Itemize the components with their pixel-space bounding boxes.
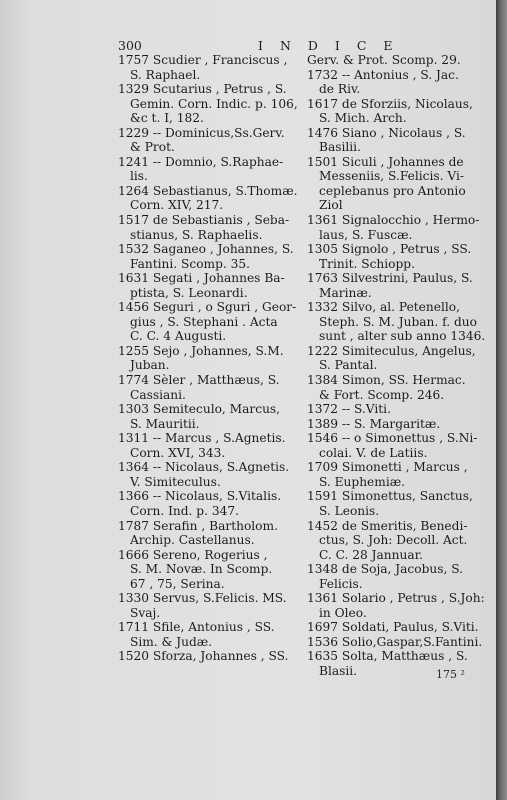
index-entry: 1384 Simon, SS. Hermac. & Fort. Scomp. 246. (307, 373, 466, 402)
page-number: 300 (118, 38, 142, 53)
index-entry: 1255 Sejo , Johannes, S.M. Juban. (118, 343, 284, 373)
index-entry: 1546 -- o Simonettus , S.Ni- colai. V. de Latiis. (307, 431, 478, 460)
index-entry: 1520 Sforza, Johannes , SS. (118, 649, 289, 664)
catchword: 175 ² (436, 668, 465, 681)
index-entry: 1305 Signolo , Petrus , SS. Trinit. Schiopp. (307, 242, 472, 271)
index-entry: 1241 -- Domnio, S.Raphae- lis. (118, 154, 284, 184)
index-entry: 1536 Solio,Gaspar,S.Fantini. (307, 634, 483, 649)
index-entry: Gerv. & Prot. Scomp. 29. (307, 53, 461, 67)
index-entry: 1332 Silvo, al. Petenello, Steph. S. M. Juban. f. duo sunt , alter sub anno 1346. (307, 300, 486, 344)
index-entry: 1222 Simiteculus, Angelus, S. Pantal. (307, 343, 476, 373)
book-edge (496, 0, 507, 800)
index-entry: 1229 -- Dominicus,Ss.Gerv. & Prot. (118, 125, 285, 155)
index-entry: 1452 de Smeritis, Benedi- ctus, S. Joh: Decoll. Act. C. C. 28 Jannuar. (307, 518, 468, 562)
index-entry: 1303 Semiteculo, Marcus, S. Mauritii. (118, 402, 281, 431)
index-entry: 1617 de Sforziis, Nicolaus, S. Mich. Arch. (307, 96, 473, 126)
index-entry: 1517 de Sebastianis , Seba- stianus, S. Raphaelis. (118, 213, 290, 242)
page-header (118, 38, 488, 54)
index-entry: 1361 Solario , Petrus , S.Joh: in Oleo. (307, 591, 485, 620)
index-entry: 1732 -- Antonius , S. Jac. de Riv. (307, 67, 459, 97)
index-entry: 1757 Scudier , Franciscus , S. Raphael. (118, 53, 288, 82)
index-entry: 1591 Simonettus, Sanctus, S. Leonis. (307, 489, 473, 518)
index-entry: 1476 Siano , Nicolaus , S. Basilii. (307, 125, 466, 155)
index-entry: 1361 Signalocchio , Hermo- laus, S. Fuscæ. (307, 213, 480, 242)
index-entry: 1329 Scutarius , Petrus , S. Gemin. Corn. Indic. p. 106, &c t. I, 182. (118, 82, 298, 126)
index-entry: 1711 Sfile, Antonius , SS. Sim. & Judæ. (118, 620, 275, 649)
index-entry: 1372 -- S.Viti. (307, 402, 391, 417)
index-column-right (307, 53, 493, 679)
index-column-left (118, 53, 300, 664)
index-entry: 1787 Serafin , Bartholom. Archip. Castellanus. (118, 518, 278, 548)
index-entry: 1697 Soldati, Paulus, S.Viti. (307, 620, 479, 635)
index-entry: 1709 Simonetti , Marcus , S. Euphemiæ. (307, 460, 468, 489)
index-entry: 1330 Servus, S.Felicis. MS. Svaj. (118, 591, 287, 620)
running-title: INDICE (258, 38, 410, 53)
index-entry: 1366 -- Nicolaus, S.Vitalis. Corn. Ind. p. 347. (118, 489, 282, 518)
index-entry: 1666 Sereno, Rogerius , S. M. Novæ. In Scomp. 67 , 75, Serina. (118, 547, 273, 591)
index-entry: 1774 Sèler , Matthæus, S. Cassiani. (118, 373, 280, 402)
index-entry: 1364 -- Nicolaus, S.Agnetis. V. Simiteculus. (118, 460, 290, 489)
index-entry: 1456 Seguri , o Sguri , Geor- gius , S. Stephani . Acta C. C. 4 Augusti. (118, 300, 297, 344)
index-entry: 1631 Segati , Johannes Ba- ptista, S. Leonardi. (118, 271, 285, 300)
index-entry: 1264 Sebastianus, S.Thomæ. Corn. XIV, 217. (118, 183, 298, 213)
index-entry: 1311 -- Marcus , S.Agnetis. Corn. XVI, 343. (118, 431, 286, 460)
index-entry: 1635 Solta, Matthæus , S. Blasii. (307, 649, 468, 678)
index-entry: 1389 -- S. Margaritæ. (307, 416, 441, 431)
index-entry: 1348 de Soja, Jacobus, S. Felicis. (307, 562, 464, 591)
index-entry: 1763 Silvestrini, Paulus, S. Marinæ. (307, 271, 473, 300)
index-entry: 1532 Saganeo , Johannes, S. Fantini. Scomp. 35. (118, 242, 294, 271)
index-entry: 1501 Siculi , Johannes de Messeniis, S.Felicis. Vi- ceplebanus pro Antonio Ziol (307, 154, 466, 213)
